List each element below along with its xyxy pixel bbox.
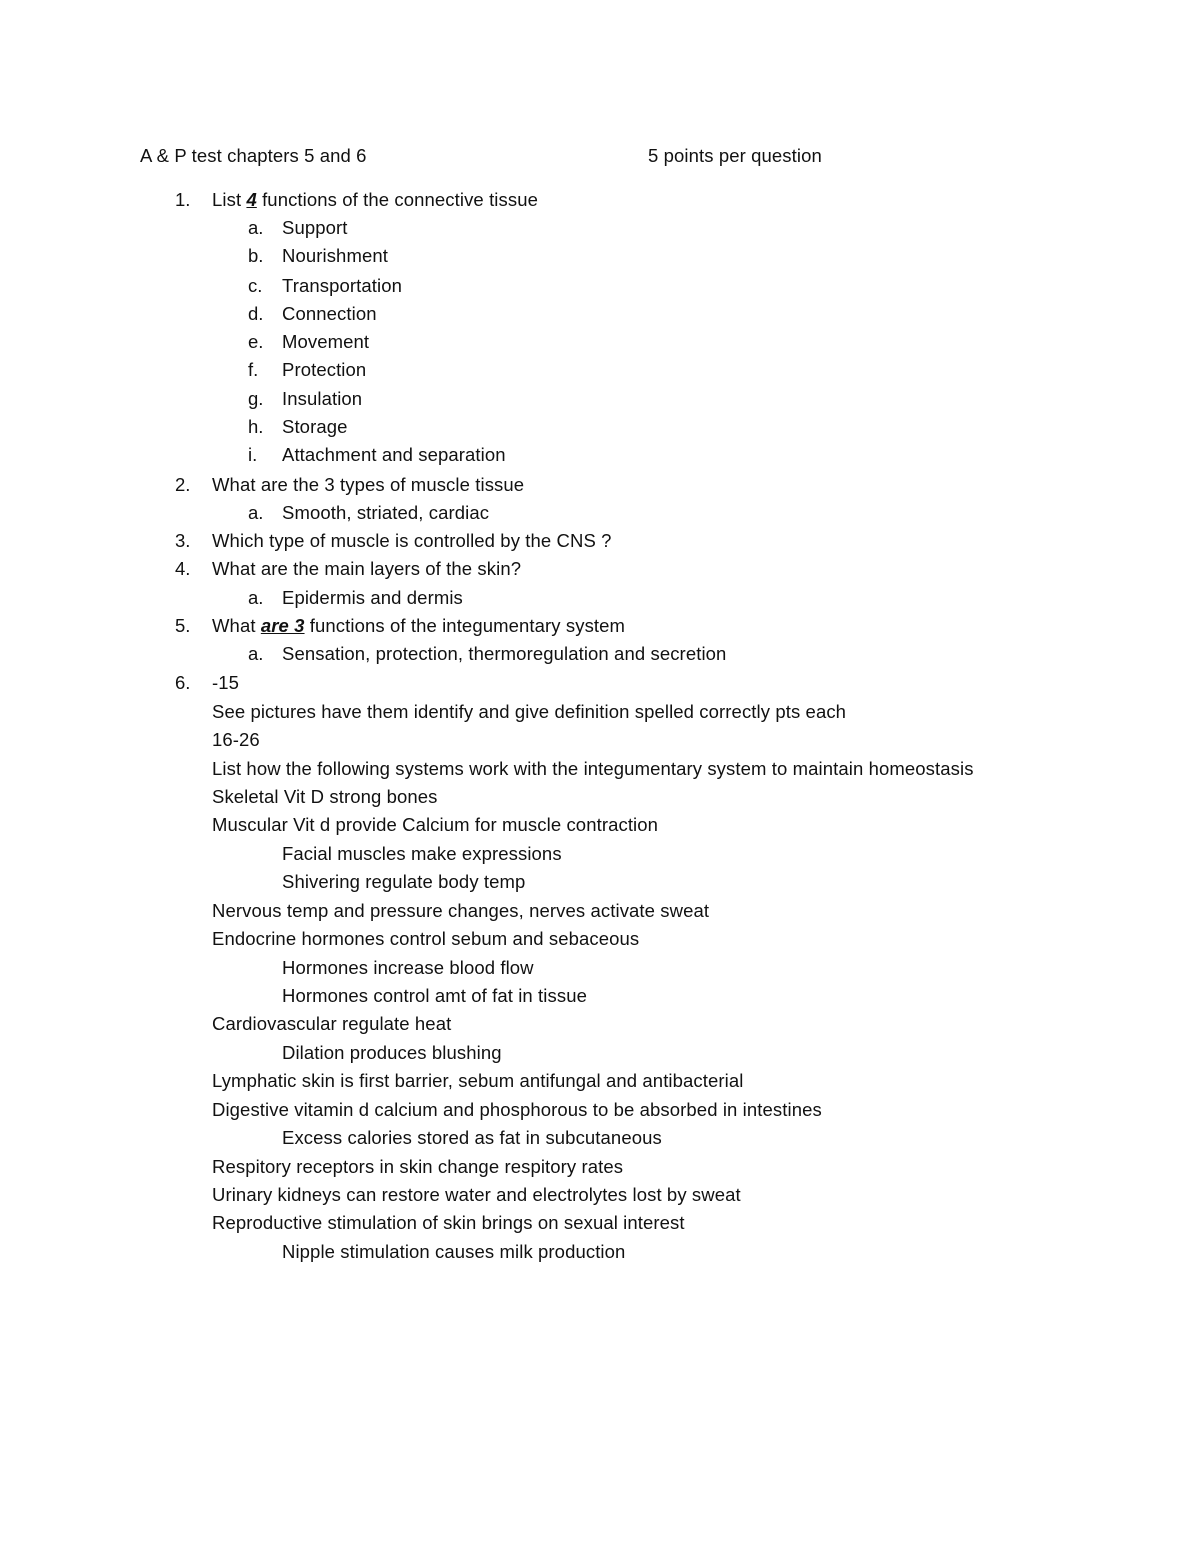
answer-letter: d.: [248, 303, 264, 324]
answer-text: Attachment and separation: [282, 444, 506, 465]
note-line: Lymphatic skin is first barrier, sebum antifungal and antibacterial: [212, 1070, 744, 1091]
answer-text: Sensation, protection, thermoregulation and secretion: [282, 643, 727, 664]
answer-text: Epidermis and dermis: [282, 587, 463, 608]
question-number: 1.: [175, 189, 191, 210]
answer-letter: g.: [248, 388, 264, 409]
answer-text: Smooth, striated, cardiac: [282, 502, 490, 523]
note-line: Digestive vitamin d calcium and phosphorous to be absorbed in intestines: [212, 1099, 822, 1120]
answer-text: Storage: [282, 416, 348, 437]
note-line: Muscular Vit d provide Calcium for muscle contraction: [212, 814, 659, 835]
answer-text: Movement: [282, 331, 370, 352]
question-2-text: What are the 3 types of muscle tissue: [212, 474, 525, 495]
question-4-text: What are the main layers of the skin?: [212, 558, 522, 579]
question-5-post: functions of the integumentary system: [304, 615, 626, 636]
note-line: Facial muscles make expressions: [282, 843, 562, 864]
question-5-text: [212, 614, 625, 638]
answer-letter: e.: [248, 331, 264, 352]
answer-text: Nourishment: [282, 245, 388, 266]
note-line: List how the following systems work with the integumentary system to maintain homeostasis: [212, 758, 974, 779]
answer-letter: a.: [248, 587, 264, 608]
answer-letter: a.: [248, 643, 264, 664]
note-line: Urinary kidneys can restore water and electrolytes lost by sweat: [212, 1184, 741, 1205]
note-line: Nipple stimulation causes milk production: [282, 1241, 626, 1262]
answer-text: Transportation: [282, 275, 402, 296]
answer-letter: h.: [248, 416, 264, 437]
question-number: 2.: [175, 474, 191, 495]
answer-text: Connection: [282, 303, 377, 324]
question-number: 6.: [175, 672, 191, 693]
answer-letter: c.: [248, 275, 263, 296]
note-line: Hormones increase blood flow: [282, 957, 534, 978]
points-per-question: 5 points per question: [648, 145, 822, 166]
question-5-pre: What: [212, 615, 261, 636]
note-line: Endocrine hormones control sebum and sebaceous: [212, 928, 640, 949]
question-1-post: functions of the connective tissue: [256, 189, 538, 210]
answer-letter: a.: [248, 217, 264, 238]
answer-letter: b.: [248, 245, 264, 266]
test-title: A & P test chapters 5 and 6: [140, 145, 367, 166]
question-number: 3.: [175, 530, 191, 551]
answer-text: Support: [282, 217, 348, 238]
question-1-text: [212, 188, 538, 212]
note-line: Nervous temp and pressure changes, nerves activate sweat: [212, 900, 710, 921]
note-line: Hormones control amt of fat in tissue: [282, 985, 587, 1006]
question-1-emphasis: 4: [246, 189, 257, 210]
note-line: Shivering regulate body temp: [282, 871, 526, 892]
question-6-text: -15: [212, 672, 240, 693]
note-line: Cardiovascular regulate heat: [212, 1013, 452, 1034]
note-line: Respitory receptors in skin change respitory rates: [212, 1156, 624, 1177]
note-line: Skeletal Vit D strong bones: [212, 786, 438, 807]
question-number: 4.: [175, 558, 191, 579]
note-line: Excess calories stored as fat in subcutaneous: [282, 1127, 662, 1148]
answer-text: Protection: [282, 359, 367, 380]
note-line: See pictures have them identify and give definition spelled correctly pts each: [212, 701, 847, 722]
question-1-pre: List: [212, 189, 247, 210]
question-number: 5.: [175, 615, 191, 636]
note-line: 16-26: [212, 729, 260, 750]
question-3-text: Which type of muscle is controlled by the CNS ?: [212, 530, 612, 551]
answer-letter: f.: [248, 359, 259, 380]
answer-letter: i.: [248, 444, 258, 465]
note-line: Reproductive stimulation of skin brings on sexual interest: [212, 1212, 685, 1233]
note-line: Dilation produces blushing: [282, 1042, 502, 1063]
answer-letter: a.: [248, 502, 264, 523]
question-5-emphasis: are 3: [260, 615, 305, 636]
answer-text: Insulation: [282, 388, 363, 409]
